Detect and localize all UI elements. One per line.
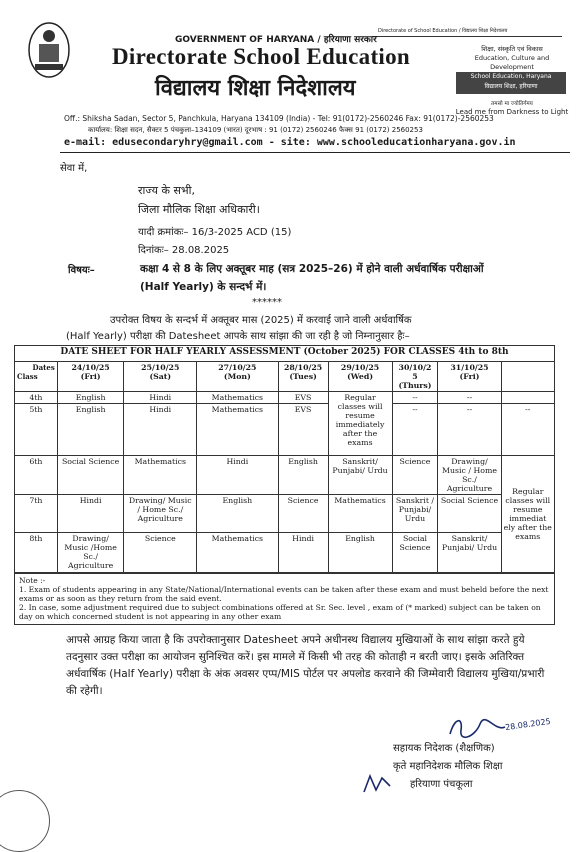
subject-cell: Sanskrit / Punjabi/ Urdu xyxy=(392,495,438,533)
date-header xyxy=(57,362,124,392)
date-text: 30/10/2 5 xyxy=(398,363,432,381)
date-header xyxy=(278,362,328,392)
class-cell: 5th xyxy=(15,404,58,456)
title-hindi: विद्यालय शिक्षा निदेशालय xyxy=(155,76,356,101)
date-header xyxy=(438,362,501,392)
subject-cell: English xyxy=(278,456,328,495)
date-header-empty xyxy=(501,362,554,392)
date-header xyxy=(392,362,438,392)
email-site-line: e-mail: edusecondaryhry@gmail.com - site: www.schooleducationharyana.gov.in xyxy=(64,137,516,148)
notes-title: Note :- xyxy=(19,576,46,585)
salutation: सेवा में, xyxy=(60,163,88,174)
subject-cell: Social Science xyxy=(57,456,124,495)
note-1: 1. Exam of students appearing in any State/National/International events can be taken after these exam and must beheld before the next exams or as soon as they return from the said event. xyxy=(19,585,549,603)
signatory-title: सहायक निदेशक (शैक्षणिक) xyxy=(393,743,495,754)
state-emblem-icon xyxy=(26,20,72,80)
date-header xyxy=(197,362,278,392)
table-row xyxy=(15,404,555,456)
subject-cell: English xyxy=(57,404,124,456)
class-cell: 4th xyxy=(15,392,58,404)
day-text: (Mon) xyxy=(223,372,251,381)
day-text: (Fri) xyxy=(459,372,480,381)
subject-cell: Hindi xyxy=(278,533,328,573)
day-text: (Thurs) xyxy=(398,381,432,390)
table-row xyxy=(15,456,555,495)
subject-cell: Drawing/ Music / Home Sc./ Agriculture xyxy=(438,456,501,495)
logo-text-en: School Education, Haryana xyxy=(470,73,552,80)
subject-cell: -- xyxy=(392,392,438,404)
subject-cell xyxy=(501,392,554,404)
subject-cell: Mathematics xyxy=(197,404,278,456)
addressee-line1: राज्य के सभी, xyxy=(138,184,195,197)
subject-cell: -- xyxy=(501,404,554,456)
government-label: GOVERNMENT OF HARYANA / हरियाणा सरकार xyxy=(175,35,377,45)
date-text: 29/10/25 xyxy=(340,363,380,372)
signatory-on-behalf: कृते महानिदेशक मौलिक शिक्षा xyxy=(393,761,503,772)
motto-hindi: तमसो मा ज्योतिर्गमय xyxy=(491,101,533,107)
corner-dates: Dates xyxy=(32,363,55,372)
header-rule xyxy=(372,36,562,37)
tagline-english: Education, Culture and Development xyxy=(474,54,550,71)
day-text: (Wed) xyxy=(347,372,374,381)
subject-cell: Science xyxy=(392,456,438,495)
memo-number: यादी क्रमांकः– 16/3-2025 ACD (15) xyxy=(138,227,292,238)
date-text: 25/10/25 xyxy=(141,363,180,372)
date-text: 31/10/25 xyxy=(450,363,489,372)
subject-cell: Hindi xyxy=(124,392,197,404)
para1-line2: (Half Yearly) परीक्षा की Datesheet आपके साथ सांझा की जा रही है जो निम्नानुसार हैः– xyxy=(66,331,410,342)
subject-cell: Mathematics xyxy=(328,495,392,533)
subject-label: विषयः– xyxy=(68,265,95,276)
date-text: 24/10/25 xyxy=(71,363,110,372)
corner-cell xyxy=(15,362,58,392)
office-address-en: Off.: Shiksha Sadan, Sector 5, Panchkula, Haryana 134109 (India) - Tel: 91(0172)-2560246 Fax: 91(0172)-2560253 xyxy=(64,114,494,123)
title-english: Directorate School Education xyxy=(112,44,410,69)
table-row xyxy=(15,495,555,533)
subject-line1: कक्षा 4 से 8 के लिए अक्तूबर माह (सत्र 2025–26) में होने वाली अर्धवार्षिक परीक्षाओं xyxy=(140,263,484,275)
right-tagline xyxy=(452,45,572,72)
datesheet-table xyxy=(14,345,555,573)
subject-cell: Mathematics xyxy=(197,392,278,404)
subject-cell: -- xyxy=(438,404,501,456)
subject-cell: Sanskrit/ Punjabi/ Urdu xyxy=(328,456,392,495)
subject-cell: Hindi xyxy=(124,404,197,456)
para1-line1: उपरोक्त विषय के सन्दर्भ में अक्तूबर मास (2025) में करवाई जाने वाली अर्धवार्षिक xyxy=(110,315,412,326)
date-header xyxy=(328,362,392,392)
tagline-hindi: शिक्षा, संस्कृति एवं विकास xyxy=(481,45,543,53)
date-text: 27/10/25 xyxy=(218,363,257,372)
signatory-place: हरियाणा पंचकूला xyxy=(410,779,473,790)
office-stamp-icon xyxy=(0,790,50,852)
header-row xyxy=(15,362,555,392)
regular-classes-note: Regular classes will resume immediat ely after the exams xyxy=(501,456,554,573)
subject-cell: Hindi xyxy=(57,495,124,533)
subject-cell: English xyxy=(328,533,392,573)
note-2: 2. In case, some adjustment required due to subject combinations offered at Sr. Sec. level , exam of (* marked) subject can be taken on day on which concerned student is not appearing in any other exam xyxy=(19,603,541,621)
class-cell: 6th xyxy=(15,456,58,495)
subject-cell: EVS xyxy=(278,392,328,404)
office-address-hi: कार्यालय: शिक्षा सदन, सैक्टर 5 पंचकुला–134109 (भारत) दूरभाष : 91 (0172) 2560246 फैक्स 91 (0172) 2560253 xyxy=(88,126,423,134)
regular-classes-note: Regular classes will resume immediately after the exams xyxy=(328,392,392,456)
subject-cell: Mathematics xyxy=(124,456,197,495)
class-cell: 7th xyxy=(15,495,58,533)
addressee-line2: जिला मौलिक शिक्षा अधिकारी। xyxy=(138,203,260,216)
subject-cell: -- xyxy=(438,392,501,404)
subject-cell: EVS xyxy=(278,404,328,456)
motto-english: Lead me from Darkness to Light xyxy=(455,108,569,116)
header-small-label: Directorate of School Education / विद्यालय शिक्षा निदेशालय xyxy=(378,28,508,34)
day-text: (Tues) xyxy=(289,372,317,381)
subject-cell: Drawing/ Music /Home Sc./ Agriculture xyxy=(57,533,124,573)
day-text: (Fri) xyxy=(80,372,101,381)
logo-text-hi: विद्यालय शिक्षा, हरियाणा xyxy=(484,83,538,90)
subject-cell: Drawing/ Music / Home Sc./ Agriculture xyxy=(124,495,197,533)
separator-stars: ****** xyxy=(252,297,282,308)
datesheet-caption: DATE SHEET FOR HALF YEARLY ASSESSMENT (October 2025) FOR CLASSES 4th to 8th xyxy=(15,346,555,362)
initials-scribble-icon xyxy=(360,772,394,796)
subject-cell: Hindi xyxy=(197,456,278,495)
notes-box xyxy=(14,573,555,625)
day-text: (Sat) xyxy=(149,372,172,381)
subject-cell: Mathematics xyxy=(197,533,278,573)
corner-class: Class xyxy=(17,372,38,381)
subject-cell: Social Science xyxy=(392,533,438,573)
subject-cell: Science xyxy=(124,533,197,573)
table-row xyxy=(15,392,555,404)
date-header xyxy=(124,362,197,392)
subject-cell: -- xyxy=(392,404,438,456)
subject-cell: Social Science xyxy=(438,495,501,533)
subject-cell: English xyxy=(57,392,124,404)
table-row xyxy=(15,533,555,573)
date-text: 28/10/25 xyxy=(283,363,323,372)
class-cell: 8th xyxy=(15,533,58,573)
header-divider xyxy=(60,152,570,153)
letter-date: दिनांकः– 28.08.2025 xyxy=(138,245,230,256)
subject-cell: Sanskrit/ Punjabi/ Urdu xyxy=(438,533,501,573)
signature-date: 28.08.2025 xyxy=(504,716,552,733)
subject-cell: Science xyxy=(278,495,328,533)
subject-line2: (Half Yearly) के सन्दर्भ में। xyxy=(140,281,267,293)
caption-row xyxy=(15,346,555,362)
department-logo xyxy=(456,72,566,94)
closing-paragraph: आपसे आग्रह किया जाता है कि उपरोक्तानुसार Datesheet अपने अधीनस्थ विद्यालय मुखियाओं के साथ सांझा करते हुये तदनुसार उक्त परीक्षा का आयोजन सुनिश्चित करें। इस मामले में किसी भी तरह की कोताही न बरती जाए। इसके अतिरिक्त अर्धवार्षिक (Half Yearly) परीक्षा के अंक अवसर एप्प/MIS पोर्टल पर अपलोड करवाने की जिम्मेवारी विद्यालय मुखिया/प्रभारी की रहेगी। xyxy=(66,634,545,697)
subject-cell: English xyxy=(197,495,278,533)
